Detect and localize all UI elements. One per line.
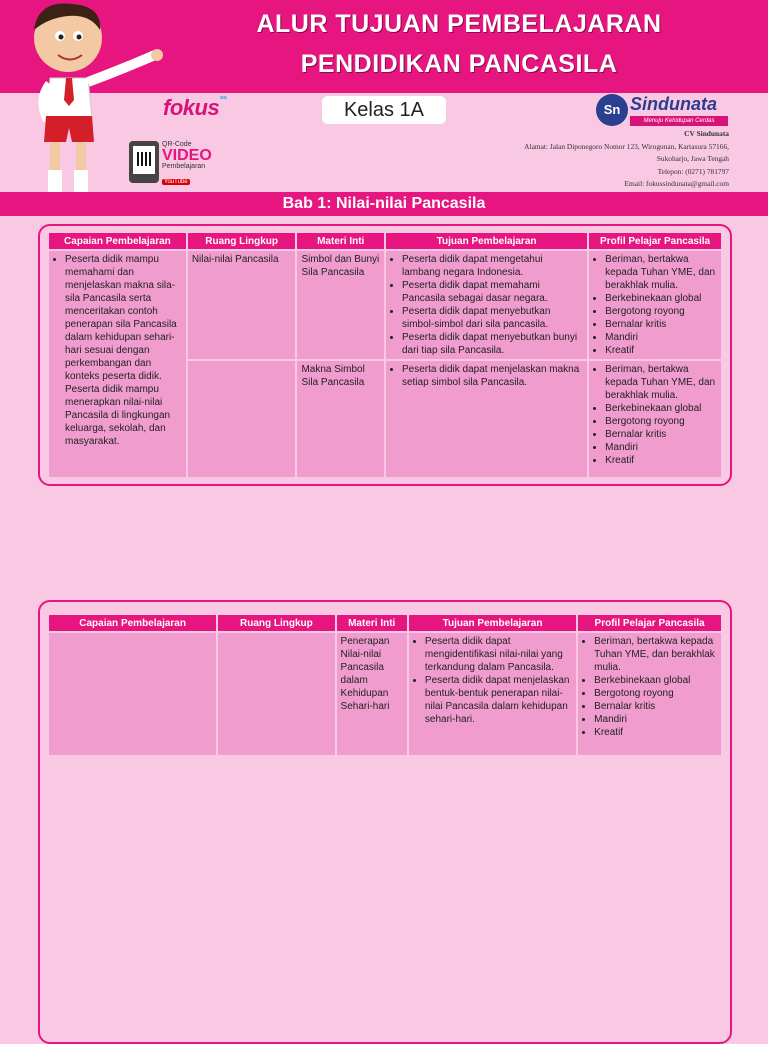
capaian-text: • Peserta didik mampu memahami dan menjelaskan makna sila-sila Pancasila serta menceritakan contoh penerapan sila Pancasila dalam kehidupan sehari-hari sesuai dengan perkembangan dan konteks peserta didik. Peserta didik mampu menerapkan nilai-nilai Pancasila di lingkungan keluarga, sekolah, dan masyarakat. <box>65 253 182 448</box>
list-item: • Bergotong royong <box>594 687 717 700</box>
col-header-ruang-lingkup: Ruang Lingkup <box>218 615 334 631</box>
list-item: • Peserta didik dapat menjelaskan bentuk-bentuk penerapan nilai-nilai Pancasila dalam kehidupan sehari-hari. <box>425 674 572 726</box>
list-item: • Bernalar kritis <box>605 318 717 331</box>
list-item: • Mandiri <box>605 441 717 454</box>
address-line1: Alamat: Jalan Diponegoro Nomor 123, Wirogunan, Kartasura 57166, <box>524 141 729 151</box>
ruang-lingkup-cell <box>218 633 334 755</box>
list-item: • Mandiri <box>605 331 717 344</box>
materi-cell: Penerapan Nilai-nilai Pancasila dalam Kehidupan Sehari-hari <box>337 633 407 755</box>
list-item: • Beriman, bertakwa kepada Tuhan YME, dan berakhlak mulia. <box>605 253 717 292</box>
col-header-materi: Materi Inti <box>337 615 407 631</box>
table-row <box>49 251 721 359</box>
table-row <box>49 633 721 755</box>
page-title-line2: PENDIDIKAN PANCASILA <box>300 50 618 78</box>
list-item: • Peserta didik dapat menyebutkan bunyi dari tiap sila Pancasila. <box>402 331 583 357</box>
learning-table-card-2 <box>38 600 732 1044</box>
tujuan-cell <box>386 251 587 359</box>
col-header-profil: Profil Pelajar Pancasila <box>578 615 721 631</box>
materi-cell: Makna Simbol Sila Pancasila <box>297 361 384 477</box>
list-item: • Peserta didik dapat memahami Pancasila sebagai dasar negara. <box>402 279 583 305</box>
publisher-name: Sindunata <box>630 94 718 114</box>
tujuan-cell <box>386 361 587 477</box>
col-header-tujuan: Tujuan Pembelajaran <box>409 615 576 631</box>
learning-table-2 <box>47 613 723 757</box>
tujuan-cell <box>409 633 576 755</box>
col-header-ruang-lingkup: Ruang Lingkup <box>188 233 296 249</box>
publisher-emblem-icon: Sn <box>596 94 628 126</box>
profil-cell <box>578 633 721 755</box>
qr-code-label: QR-Code <box>162 141 192 148</box>
learning-table-1 <box>47 231 723 479</box>
chapter-title: Bab 1: Nilai-nilai Pancasila <box>282 195 486 212</box>
class-label: Kelas 1A <box>322 96 446 124</box>
capaian-cell <box>49 633 216 755</box>
list-item: • Kreatif <box>605 344 717 357</box>
youtube-label: YouTube <box>164 179 188 185</box>
list-item: • Bernalar kritis <box>605 428 717 441</box>
list-item: • Peserta didik dapat menjelaskan makna setiap simbol sila Pancasila. <box>402 363 583 389</box>
col-header-materi: Materi Inti <box>297 233 384 249</box>
video-label: VIDEO <box>162 147 212 164</box>
col-header-profil: Profil Pelajar Pancasila <box>589 233 721 249</box>
address-line4: Email: fokussindunata@gmail.com <box>624 179 729 188</box>
list-item: • Mandiri <box>594 713 717 726</box>
list-item: • Kreatif <box>605 454 717 467</box>
materi-cell: Simbol dan Bunyi Sila Pancasila <box>297 251 384 359</box>
publisher-tagline: Menuju Kehidupan Cerdas <box>630 116 728 126</box>
list-item: • Bergotong royong <box>605 415 717 428</box>
col-header-capaian: Capaian Pembelajaran <box>49 233 186 249</box>
list-item: • Peserta didik dapat menyebutkan simbol-simbol dari sila pancasila. <box>402 305 583 331</box>
publisher-logo <box>596 94 730 128</box>
list-item: • Berkebinekaan global <box>605 402 717 415</box>
list-item: • Peserta didik dapat mengidentifikasi nilai-nilai yang terkandung dalam Pancasila. <box>425 635 572 674</box>
list-item: • Kreatif <box>594 726 717 739</box>
list-item: • Beriman, bertakwa kepada Tuhan YME, dan berakhlak mulia. <box>594 635 717 674</box>
publisher-address <box>524 128 729 191</box>
list-item: • Berkebinekaan global <box>605 292 717 305</box>
qr-video-badge <box>129 141 221 183</box>
col-header-capaian: Capaian Pembelajaran <box>49 615 216 631</box>
fokus-logo: fokus°° <box>163 95 227 120</box>
address-line3: Telepon: (0271) 781797 <box>657 166 729 176</box>
col-header-tujuan: Tujuan Pembelajaran <box>386 233 587 249</box>
qr-phone-icon <box>129 141 159 183</box>
video-sub-label: Pembelajaran <box>162 163 206 170</box>
address-company: CV Sindunata <box>684 129 729 138</box>
list-item: • Beriman, bertakwa kepada Tuhan YME, dan berakhlak mulia. <box>605 363 717 402</box>
list-item: • Bernalar kritis <box>594 700 717 713</box>
list-item: • Bergotong royong <box>605 305 717 318</box>
learning-table-card-1 <box>38 224 732 486</box>
list-item: • Peserta didik dapat mengetahui lambang negara Indonesia. <box>402 253 583 279</box>
ruang-lingkup-cell: Nilai-nilai Pancasila <box>188 251 296 359</box>
page-title-line1: ALUR TUJUAN PEMBELAJARAN <box>256 10 662 38</box>
profil-cell <box>589 251 721 359</box>
ruang-lingkup-cell <box>188 361 296 477</box>
profil-cell <box>589 361 721 477</box>
address-line2: Sukoharjo, Jawa Tengah <box>656 154 729 163</box>
capaian-cell <box>49 251 186 477</box>
list-item: • Berkebinekaan global <box>594 674 717 687</box>
